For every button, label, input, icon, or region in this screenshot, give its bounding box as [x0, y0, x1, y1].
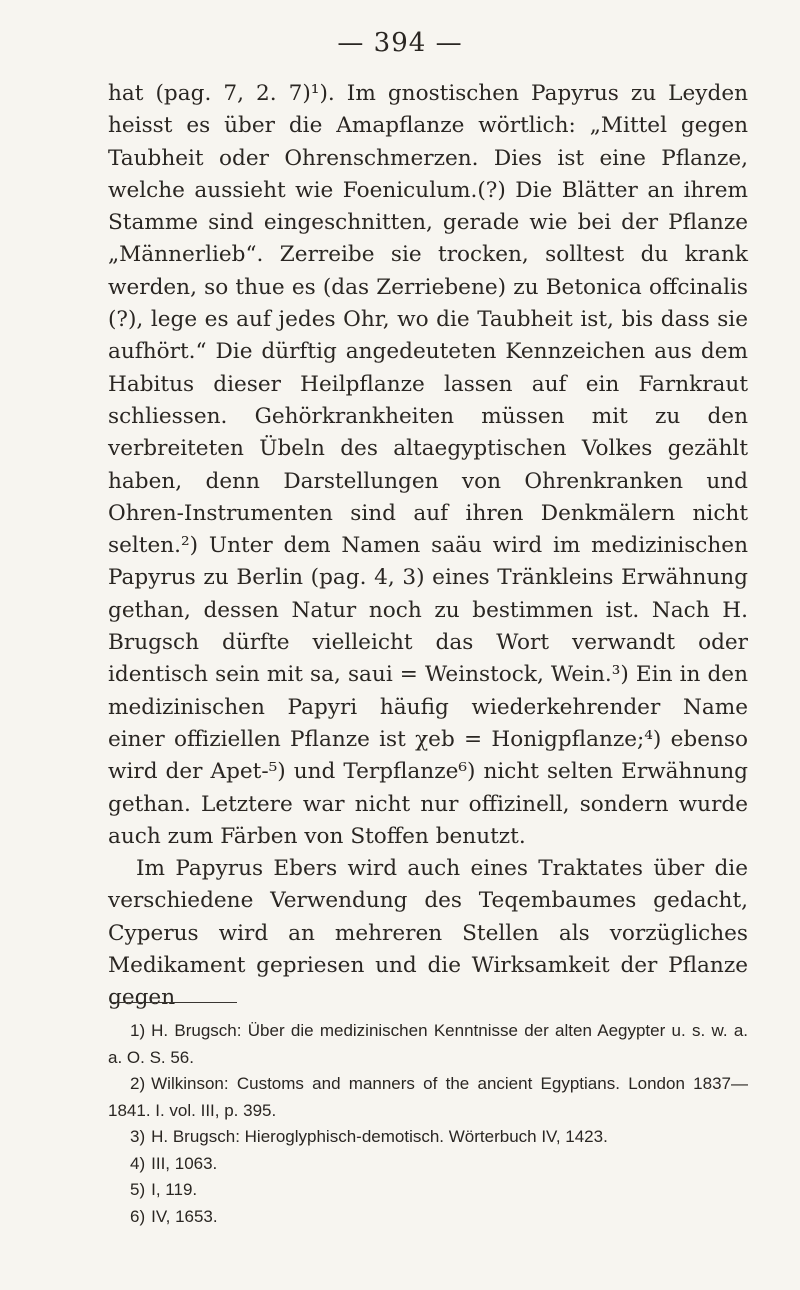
page-number: — 394 — — [337, 28, 463, 58]
footnote-number: 4) — [130, 1153, 146, 1173]
paragraph: Im Papyrus Ebers wird auch eines Traktates über die verschiedene Verwendung des Teqembaumes gedacht, Cyperus wird an mehreren Stellen als vorzügliches Medikament gepriesen und die Wirksamkeit der Pflanze gegen — [108, 856, 748, 1011]
footnote — [108, 1151, 748, 1178]
footnote-number: 6) — [130, 1206, 146, 1226]
footnote — [108, 1071, 748, 1124]
footnote — [108, 1018, 748, 1071]
footnote — [108, 1177, 748, 1204]
footnote-text: Wilkinson: Customs and manners of the ancient Egyptians. London 1837—1841. I. vol. III, p. 395. — [108, 1074, 748, 1120]
footnote-text: III, 1063. — [151, 1153, 218, 1173]
footnote-number: 2) — [130, 1074, 146, 1093]
footnotes — [108, 1018, 748, 1230]
footnote-text: H. Brugsch: Hieroglyphisch-demotisch. Wörterbuch IV, 1423. — [151, 1127, 608, 1146]
footnote-separator — [112, 1002, 237, 1003]
footnote-number: 3) — [130, 1127, 146, 1146]
footnote-text: IV, 1653. — [151, 1206, 218, 1226]
footnote-number: 5) — [130, 1180, 146, 1199]
footnote-number: 1) — [130, 1021, 146, 1040]
footnote-text: H. Brugsch: Über die medizinischen Kenntnisse der alten Aegypter u. s. w. a. a. O. S. 56. — [108, 1021, 748, 1067]
paragraph: hat (pag. 7, 2. 7)¹). Im gnostischen Papyrus zu Leyden heisst es über die Amapflanze wörtlich: „Mittel gegen Taubheit oder Ohrenschmerzen. Dies ist eine Pflanze, welche aussieht wie Foeniculum.(?) Die Blätter an ihrem Stamme sind eingeschnitten, gerade wie bei der Pflanze „Männerlieb“. Zerreibe sie trocken, solltest du krank werden, so thue es (das Zerriebene) zu Betonica offcinalis (?), lege es auf jedes Ohr, wo die Taubheit ist, bis dass sie aufhört.“ Die dürftig angedeuteten Kennzeichen aus dem Habitus dieser Heilpflanze lassen auf ein Farnkraut schliessen. Gehörkrankheiten müssen mit zu den verbreiteten Übeln des altaegyptischen Volkes gezählt haben, denn Darstellungen von Ohrenkranken und Ohren-Instrumenten sind auf ihren Denkmälern nicht selten.²) Unter dem Namen saäu wird im medizinischen Papyrus zu Berlin (pag. 4, 3) eines Tränkleins Erwähnung gethan, dessen Natur noch zu bestimmen ist. Nach H. Brugsch dürfte vielleicht das Wort verwandt oder identisch sein mit sa, saui = Weinstock, Wein.³) Ein in den medizinischen Papyri häufig wiederkehrender Name einer offiziellen Pflanze ist χeb = Honigpflanze;⁴) ebenso wird der Apet-⁵) und Terpflanze⁶) nicht selten Erwähnung gethan. Letztere war nicht nur offizinell, sondern wurde auch zum Färben von Stoffen benutzt. — [108, 81, 748, 849]
main-text — [108, 78, 748, 1015]
footnote — [108, 1124, 748, 1151]
footnote — [108, 1204, 748, 1231]
footnote-text: I, 119. — [151, 1180, 198, 1199]
